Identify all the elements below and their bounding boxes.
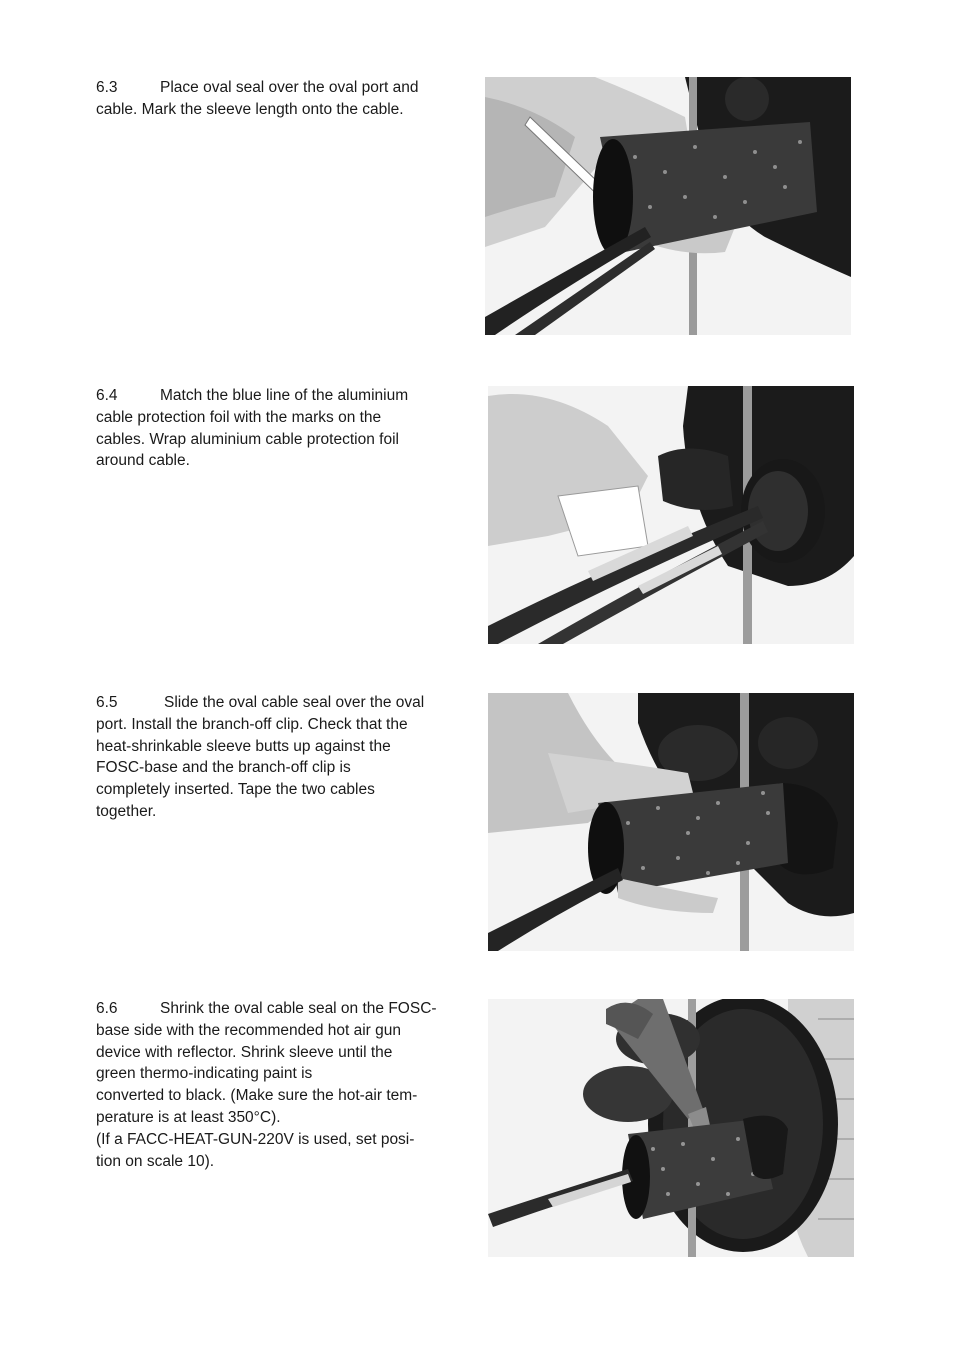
step-text-line: Place oval seal over the oval port and <box>160 79 419 96</box>
step-text-line: around cable. <box>96 452 190 470</box>
step-number: 6.5 <box>96 694 118 711</box>
step-text-line: converted to black. (Make sure the hot-air tem- <box>96 1087 418 1105</box>
step-number: 6.3 <box>96 79 118 96</box>
step-text-line: base side with the recommended hot air gun <box>96 1021 402 1039</box>
step-text-line: completely inserted. Tape the two cables <box>96 781 375 799</box>
step-text-line: FOSC-base and the branch-off clip is <box>96 759 351 777</box>
step-text-line: together. <box>96 802 157 820</box>
step-text-line: tion on scale 10). <box>96 1152 215 1170</box>
step-6-6 <box>96 998 462 1172</box>
step-6-5 <box>96 692 462 823</box>
photo-marking-sleeve-length <box>485 77 851 335</box>
photo-wrapping-aluminium-foil <box>488 386 854 644</box>
step-6-4 <box>96 385 462 472</box>
step-number: 6.6 <box>96 1000 118 1017</box>
step-text-line: cable. Mark the sleeve length onto the cable. <box>96 100 404 118</box>
step-6-3 <box>96 77 462 121</box>
step-text-line: heat-shrinkable sleeve butts up against the <box>96 737 391 755</box>
step-text-line: Shrink the oval cable seal on the FOSC- <box>160 1000 437 1017</box>
step-text-line: green thermo-indicating paint is <box>96 1065 313 1083</box>
step-text-line: device with reflector. Shrink sleeve until the <box>96 1043 393 1061</box>
step-text-line: Slide the oval cable seal over the oval <box>164 694 425 711</box>
step-text-line: port. Install the branch-off clip. Check that the <box>96 715 408 733</box>
step-text-line: cables. Wrap aluminium cable protection foil <box>96 430 399 448</box>
step-text-line: (If a FACC-HEAT-GUN-220V is used, set posi- <box>96 1130 415 1148</box>
step-text-line: cable protection foil with the marks on the <box>96 408 382 426</box>
photo-shrinking-with-heat-gun-illustration <box>488 999 854 1257</box>
photo-marking-sleeve-length-illustration <box>485 77 851 335</box>
photo-sliding-oval-seal <box>488 693 854 951</box>
photo-sliding-oval-seal-illustration <box>488 693 854 951</box>
photo-shrinking-with-heat-gun <box>488 999 854 1257</box>
step-number: 6.4 <box>96 387 118 404</box>
photo-wrapping-aluminium-foil-illustration <box>488 386 854 644</box>
step-text-line: perature is at least 350°C). <box>96 1108 281 1126</box>
step-text-line: Match the blue line of the aluminium <box>160 387 409 404</box>
